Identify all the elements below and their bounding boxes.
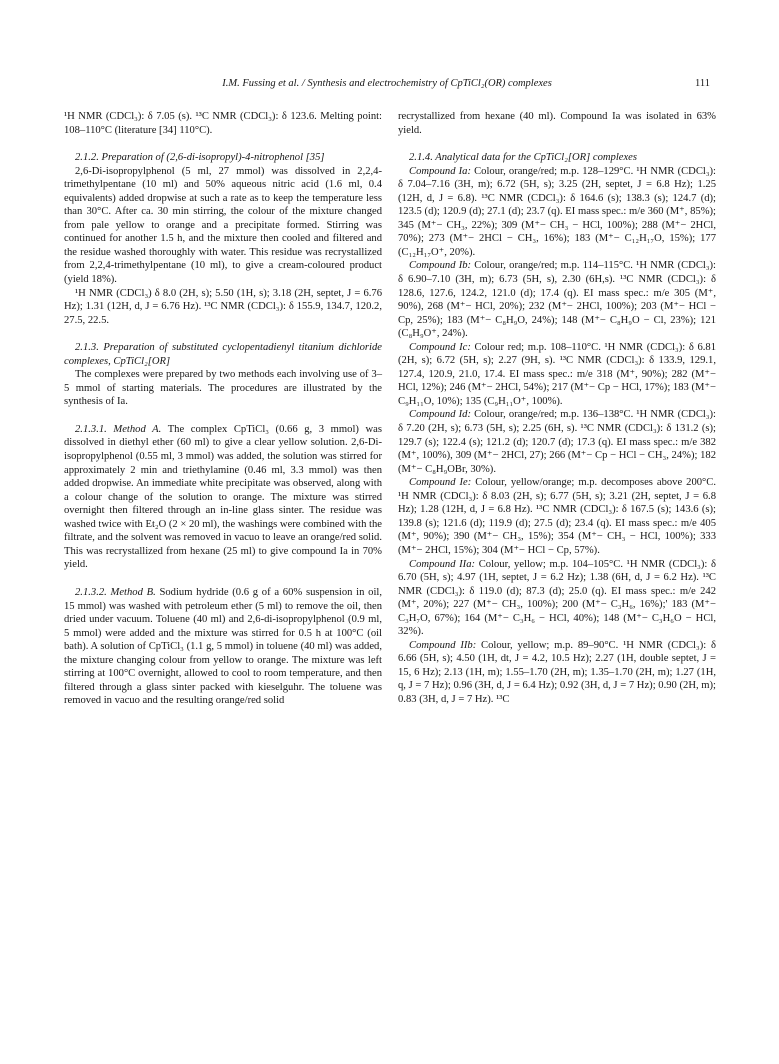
compound-data: Colour, orange/red; m.p. 128–129°C. ¹H NMR (CDCl₃): δ 7.04–7.16 (3H, m); 6.72 (5H, s); 3.25 (2H, septet, J = 6.8 Hz); 1.25 (12H, d, J = 6.8). ¹³C NMR (CDCl₃): δ 164.6 (s); 138.3 (s); 124.7 (d); 123.5 (d); 120.9 (d); 27.1 (d); 23.7 (q). EI mass spec.: m/e 360 (M⁺, 85%); 345 (M⁺− CH₃, 22%); 309 (M⁺− CH₃ − HCl, 100%); 288 (M⁺− 2HCl, 70%); 273 (M⁺− 2HCl − CH₃, 16%); 183 (M⁺− C₁₂H₁₇O, 15%); 177 (C₁₂H₁₇O⁺, 20%). [398,165,717,258]
method-b-text: Sodium hydride (0.6 g of a 60% suspension in oil, 15 mmol) was washed with petroleum ether (5 ml) to remove the oil, then dried under vacuum. Toluene (40 ml) and 2,6-di-isopropylphenol (0.9 ml, 5 mmol) were added and the mixture was stirred for 0.5 h at 100°C (oil bath). A solution of CpTiCl₃ (1.1 g, 5 mmol) in toluene (40 ml) was added, the mixture changing colour from yellow to orange. The mixture was left stirring at 100°C overnight, allowed to cool to room temperature, and then filtered through a glass sinter packed with kieselguhr. The toluene was removed in vacuo and the resulting orange/red solid [64,586,382,707]
compound-label: Compound Ia: [409,165,471,177]
body-paragraph: The complexes were prepared by two methods each involving use of 3–5 mmol of starting materials. The procedures are illustrated by the synthesis of Ia. [64,369,382,408]
method-a-paragraph [64,423,382,572]
section-heading-2-1-2: 2.1.2. Preparation of (2,6-di-isopropyl)-4-nitrophenol [35] [75,152,325,164]
method-b-paragraph [64,586,382,708]
compound-data: Colour, orange/red; m.p. 114–115°C. ¹H NMR (CDCl₃): δ 6.90–7.10 (3H, m); 6.73 (5H, s), 2.30 (6H,s). ¹³C NMR (CDCl₃): δ 128.6, 127.6, 124.2, 121.0 (d); 17.4 (q). EI mass spec.: m/e 305 (M⁺, 90%), 268 (M⁺− HCl, 20%); 232 (M⁺− 2HCl, 100%); 203 (M⁺− HCl − Cp, 25%); 183 (M⁺− C₈H₉O, 24%); 148 (M⁺− C₈H₉O − Cl, 23%); 121 (C₈H₉O⁺, 24%). [398,260,716,340]
right-column [398,110,716,707]
compound-label: Compound Id: [409,409,471,421]
method-a-text: The complex CpTiCl₃ (0.66 g, 3 mmol) was dissolved in diethyl ether (60 ml) to give a clear yellow solution. 2,6-Di-isopropylphenol (0.55 ml, 3 mmol) was added, the solution was stirred for approximately 2 min and triethylamine (0.46 ml, 3.3 mmol) was then added dropwise. An immediate white precipitate was observed, along with a colour change of the solution to orange. The mixture was stirred overnight then filtered through an in-line glass sinter. The residue was washed twice with Et₂O (2 × 20 ml), the washings were combined with the filtrate, and the solvent was removed in vacuo to leave an orange/red solid. This was recrystallized from hexane (25 ml) to give compound Ia in 70% yield. [64,423,382,571]
compound-data: Colour, yellow; m.p. 89–90°C. ¹H NMR (CDCl₃): δ 6.66 (5H, s); 4.50 (1H, dt, J = 4.2, 10.5 Hz); 2.27 (1H, double septet, J = 15, 6 Hz); 2.13 (1H, m); 1.55–1.70 (2H, m); 1.35–1.70 (2H, m); 1.27 (1H, q, J = 7 Hz); 0.96 (3H, d, J = 6.4 Hz); 0.92 (3H, d, J = 7 Hz); 0.90 (2H, m); 0.83 (3H, d, J = 7 Hz). ¹³C [398,639,716,705]
compound-entry-iia [398,558,716,639]
section-heading-2-1-3: 2.1.3. Preparation of substituted cyclopentadienyl titanium dichloride complexes, CpTiCl₂[OR] [64,342,382,367]
compound-entry-iib [398,639,716,707]
body-paragraph: 2,6-Di-isopropylphenol (5 ml, 27 mmol) was dissolved in 2,2,4-trimethylpentane (10 ml) and 50% aqueous nitric acid (1.6 ml, 0.4 equivalents) added dropwise at such a rate as to keep the temperature less than 30°C. After ca. 30 min stirring, the colour of the mixture changed from pale yellow to orange and a precipitate formed. Stirring was continued for another 1.5 h, and the mixture then cooled and filtered and the residue washed thoroughly with water. This residue was recrystallized from 2,2,4-trimethylpentane (10 ml), to give a cream-coloured product (yield 18%). [64,165,382,286]
compound-data: Colour, orange/red; m.p. 136–138°C. ¹H NMR (CDCl₃): δ 7.20 (2H, s); 6.73 (5H, s); 2.25 (6H, s). ¹³C NMR (CDCl₃): δ 131.2 (s); 129.7 (s); 122.4 (s); 121.2 (d); 120.7 (d); 17.3 (q). EI mass spec.: m/e 382 (M⁺, 100%), 309 (M⁺− 2HCl, 27); 266 (M⁺− Cp − HCl − CH₃, 24%); 182 (M⁺− C₈H₉OBr, 30%). [398,409,717,475]
compound-data: Colour, yellow; m.p. 104–105°C. ¹H NMR (CDCl₃): δ 6.70 (5H, s); 4.97 (1H, septet, J = 6.2 Hz); 1.38 (6H, d, J = 6.2 Hz). ¹³C NMR (CDCl₃): δ 119.0 (d); 87.3 (d); 25.0 (q). EI mass spec.: m/e 242 (M⁺, 20%); 227 (M⁺− CH₃, 100%); 200 (M⁺− C₃H₆, 16%);' 183 (M⁺− C₃H₇O, 67%); 164 (M⁺− C₃H₆ − HCl, 40%); 148 (M⁺− C₃H₆O − HCl, 32%). [398,558,716,638]
continuation-paragraph: recrystallized from hexane (40 ml). Compound Ia was isolated in 63% yield. [398,111,716,136]
section-heading-2-1-4: 2.1.4. Analytical data for the CpTiCl₂[OR] complexes [409,152,638,164]
running-title: I.M. Fussing et al. / Synthesis and electrochemistry of CpTiCl₂(OR) complexes [222,78,552,89]
method-b-heading: 2.1.3.2. Method B. [75,586,156,598]
method-a-heading: 2.1.3.1. Method A. [75,423,162,435]
compound-label: Compound Ie: [409,477,472,489]
compound-entry-id [398,408,716,476]
nmr-paragraph: ¹H NMR (CDCl₃) δ 8.0 (2H, s); 5.50 (1H, s); 3.18 (2H, septet, J = 6.76 Hz); 1.31 (12H, d, J = 6.76 Hz). ¹³C NMR (CDCl₃): δ 155.9, 134.7, 120.2, 27.5, 22.5. [64,287,382,326]
page-number: 111 [695,78,710,89]
left-column [64,110,382,708]
compound-data: Colour red; m.p. 108–110°C. ¹H NMR (CDCl₃): δ 6.81 (2H, s); 6.72 (5H, s); 2.27 (9H, s). ¹³C NMR (CDCl₃): δ 133.9, 129.1, 127.4, 120.9, 21.0, 17.4. EI mass spec.: m/e 318 (M⁺, 90%); 282 (M⁺− HCl, 12%); 246 (M⁺− 2HCl, 54%); 217 (M⁺− Cp − HCl, 17%); 183 (M⁺− C₉H₁₁O, 10%); 135 (C₉H₁₁O⁺, 100%). [398,341,716,407]
running-header [64,78,710,98]
compound-entry-ia [398,165,716,260]
compound-label: Compound Ic: [409,341,471,353]
compound-label: Compound Ib: [409,260,472,272]
compound-entry-ic [398,341,716,409]
nmr-paragraph: ¹H NMR (CDCl₃): δ 7.05 (s). ¹³C NMR (CDCl₃): δ 123.6. Melting point: 108–110°C (literature [34] 110°C). [64,111,382,136]
compound-entry-ib [398,259,716,340]
compound-label: Compound IIa: [409,558,476,570]
compound-entry-ie [398,476,716,557]
compound-label: Compound IIb: [409,639,477,651]
compound-data: Colour, yellow/orange; m.p. decomposes above 200°C. ¹H NMR (CDCl₃): δ 8.03 (2H, s); 6.77 (5H, s); 3.21 (2H, septet, J = 6.8 Hz); 1.28 (12H, d, J = 6.8 Hz). ¹³C NMR (CDCl₃): δ 167.5 (s); 143.6 (s); 139.8 (s); 121.6 (d); 119.9 (d); 27.5 (d); 23.4 (q). EI mass spec.: m/e 405 (M⁺, 90%); 390 (M⁺− CH₃, 15%); 354 (M⁺− CH₃ − HCl, 100%); 333 (M⁺− 2HCl, 15%); 304 (M⁺− HCl − Cp, 57%). [398,477,716,556]
